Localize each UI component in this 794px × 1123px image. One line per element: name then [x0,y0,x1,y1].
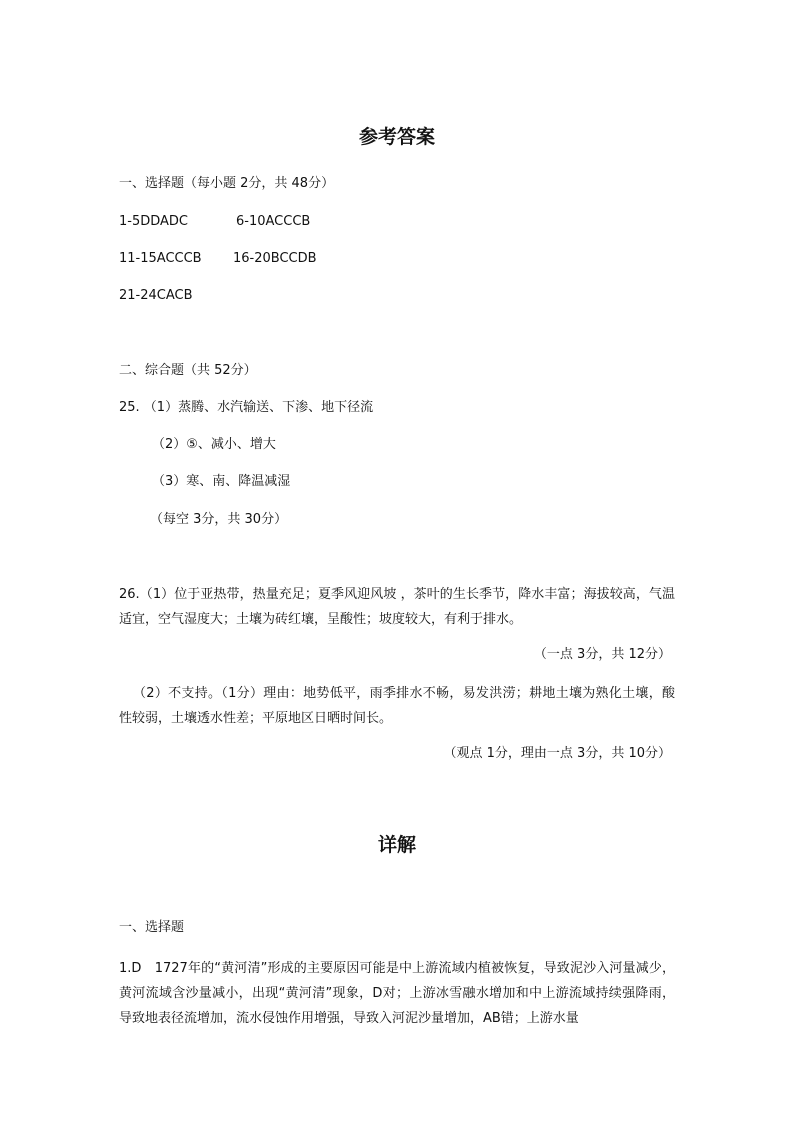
details-section1-header: 一、选择题 [119,920,185,935]
answers-title: 参考答案 [358,126,435,148]
q25-part3: （3）寒、南、降温减湿 [152,474,291,489]
q26-part2-score: （观点 1分，理由一点 3分，共 10分） [443,746,671,761]
section1-header: 一、选择题（每小题 2分，共 48分） [119,176,335,191]
choice-answers-11-15: 11-15ACCCB [119,251,202,266]
q25-part2: （2）⑤、减小、增大 [152,437,276,452]
choice-answers-21-24: 21-24CACB [119,288,193,303]
q25-score: （每空 3分，共 30分） [150,512,288,527]
q1-explanation: 1.D 1727年的“黄河清”形成的主要原因可能是中上游流域内植被恢复，导致泥沙入河量减少，黄河流域含沙量减小，出现“黄河清”现象，D对；上游冰雪融水增加和中上游流域持续强降雨，导致地表径流增加，流水侵蚀作用增强，导致入河泥沙量增加，AB错；上游水量 [119,961,675,1026]
choice-answers-1-5: 1-5DDADC [119,214,189,229]
q26-part2: （2）不支持。（1分）理由：地势低平，雨季排水不畅，易发洪涝；耕地土壤为熟化土壤，酸性较弱，土壤透水性差；平原地区日晒时间长。 [119,686,675,726]
choice-answers-6-10: 6-10ACCCB [236,214,311,229]
details-title: 详解 [377,834,416,856]
q26-part1: 26.（1）位于亚热带，热量充足；夏季风迎风坡 ，茶叶的生长季节，降水丰富；海拔较高，气温适宜，空气湿度大；土壤为砖红壤，呈酸性；坡度较大，有利于排水。 [119,587,675,627]
section2-header: 二、综合题（共 52分） [119,363,257,378]
choice-answers-16-20: 16-20BCCDB [233,251,317,266]
q25-part1: 25. （1）蒸腾、水汽输送、下渗、地下径流 [119,400,374,415]
q26-part1-score: （一点 3分，共 12分） [533,647,671,662]
